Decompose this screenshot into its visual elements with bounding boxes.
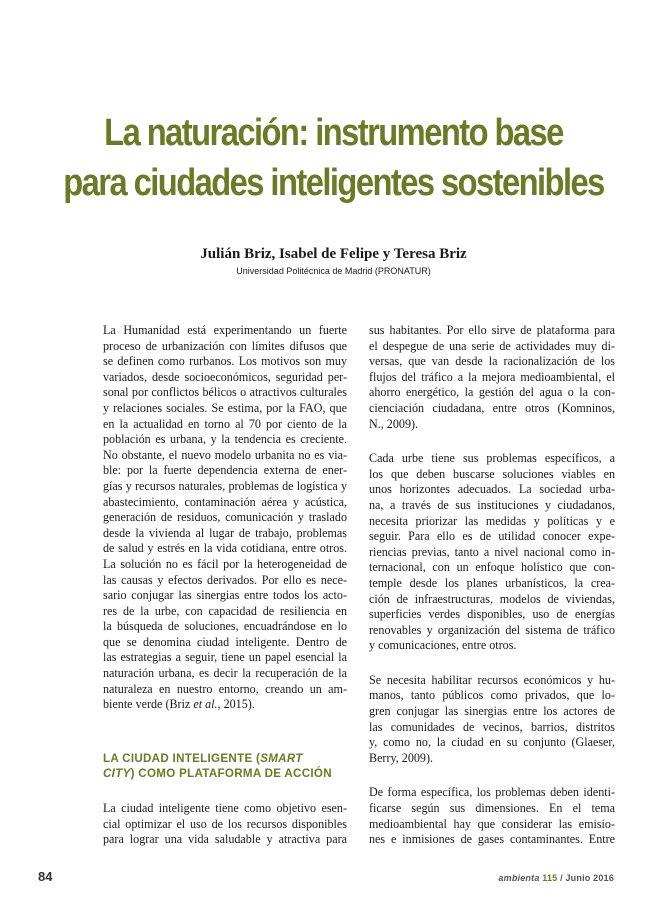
paragraph-line: generación de residuos, comunicación y traslado	[103, 510, 347, 525]
paragraph-line: y relaciones sociales. Se estima, por la FAO, que	[103, 400, 347, 415]
paragraph-line: ternacional, con un enfoque holístico que con-	[369, 560, 615, 575]
paragraph-line: N., 2009).	[369, 416, 419, 431]
paragraph-line: ción de infraestructuras, modelos de viviendas,	[369, 591, 615, 606]
paragraph-line: de salud y estrés en la vida cotidiana, entre otros.	[103, 541, 347, 556]
paragraph-line: Berry, 2009).	[369, 750, 434, 765]
section-heading: LA CIUDAD INTELIGENTE (SMART CITY) COMO PLATAFORMA DE ACCIÓN	[103, 751, 332, 781]
title-line-1: La naturación: instrumento base	[104, 112, 563, 154]
affiliation: Universidad Politécnica de Madrid (PRONATUR)	[236, 266, 431, 276]
paragraph-line: versas, que van desde la racionalización de los	[369, 354, 615, 369]
paragraph-line: ble: por la fuerte dependencia externa de ener-	[103, 463, 347, 478]
right-column	[369, 323, 615, 848]
paragraph-line: De forma específica, los problemas deben identi-	[369, 785, 615, 800]
left-column	[103, 323, 347, 848]
paragraph-line: renovables y organización del sistema de tráfico	[369, 622, 615, 637]
article-title	[47, 108, 621, 208]
paragraph-line: las causas y efectos derivados. Por ello es nece-	[103, 572, 347, 587]
paragraph-line: que se denomina ciudad inteligente. Dentro de	[103, 634, 347, 649]
paragraph-line: para lograr una vida saludable y atractiva para	[103, 832, 347, 847]
paragraph-line: ficarse según sus dimensiones. En el tema	[369, 801, 615, 816]
paragraph-line: los que deben buscarse soluciones viables en	[369, 466, 615, 481]
paragraph-line: las estrategias a seguir, tiene un papel esencial la	[103, 650, 347, 665]
paragraph	[103, 323, 347, 697]
paragraph-line: manos, tanto públicos como privados, que lo-	[369, 688, 615, 703]
paragraph-line: flujos del tráfico a la mejora medioambiental, el	[369, 369, 615, 384]
paragraph-line: medioambiental hay que considerar las emisio-	[369, 816, 615, 831]
paragraph	[369, 323, 615, 432]
paragraph-line: abastecimiento, contaminación aérea y acústica,	[103, 494, 347, 509]
title-line-2: para ciudades inteligentes sostenibles	[63, 162, 604, 204]
issue-number: 115	[542, 873, 558, 883]
paragraph-line: naturaleza en nuestro entorno, creando un am-	[103, 681, 347, 696]
paragraph-line: población es urbana, y la tendencia es creciente.	[103, 432, 347, 447]
paragraph-line: riencias previas, tanto a nivel nacional como in-	[369, 544, 615, 559]
paragraph-line: necesita priorizar las medidas y políticas y e	[369, 513, 615, 528]
paragraph-line: cienciación ciudadana, entre otros (Komninos,	[369, 400, 615, 415]
authors: Julián Briz, Isabel de Felipe y Teresa Briz	[200, 246, 467, 262]
paragraph	[103, 801, 347, 848]
issue-date: / Junio 2016	[560, 873, 614, 883]
paragraph-line: gren conjugar las sinergias entre los actores de	[369, 704, 615, 719]
paragraph-line: se definen como rurbanos. Los motivos son muy	[103, 354, 347, 369]
paragraph-line: No obstante, el nuevo modelo urbanita no es via-	[103, 447, 347, 462]
paragraph-line: sus habitantes. Por ello sirve de plataforma para	[369, 323, 615, 337]
paragraph-line: el despegue de una serie de actividades muy di-	[369, 338, 615, 353]
paragraph-line: na, a través de sus instituciones y ciudadanos,	[369, 497, 615, 512]
magazine-footer	[498, 873, 614, 883]
paragraph-line: superficies verdes disponibles, uso de energías	[369, 607, 615, 622]
magazine-name: ambienta	[498, 873, 540, 883]
paragraph-line: y comunicaciones, entre otros.	[369, 638, 517, 653]
paragraph-line: sonal por conflictos bélicos o atractivos culturales	[103, 385, 347, 400]
paragraph-line: las comunidades de vecinos, barrios, distritos	[369, 719, 615, 734]
paragraph-line: Cada urbe tiene sus problemas específicos, a	[369, 451, 615, 466]
paragraph	[369, 673, 615, 767]
paragraph-line: La solución no es fácil por la heterogeneidad de	[103, 556, 347, 571]
paragraph-line: desde la vivienda al lugar de trabajo, problemas	[103, 525, 347, 540]
paragraph	[369, 451, 615, 654]
paragraph-line: naturación urbana, es decir la recuperación de la	[103, 666, 347, 681]
paragraph-line: biente verde (Briz et al., 2015).	[103, 697, 255, 712]
paragraph-line: sario conjugar las sinergias entre todos los acto-	[103, 588, 347, 603]
paragraph-line: la búsqueda de soluciones, encuadrándose en lo	[103, 619, 347, 634]
paragraph-line: ahorro energético, la gestión del agua o la con-	[369, 385, 615, 400]
paragraph-line: temple desde los planes urbanísticos, la crea-	[369, 575, 615, 590]
paragraph-line: nes e inmisiones de gases contaminantes. Entre	[369, 832, 615, 847]
paragraph-line: La ciudad inteligente tiene como objetivo esen-	[103, 801, 347, 816]
paragraph	[369, 785, 615, 847]
page-number: 84	[38, 869, 53, 884]
paragraph-line: unos horizontes adecuados. La sociedad urba-	[369, 482, 615, 497]
paragraph-line: y, como no, la ciudad en su conjunto (Glaeser,	[369, 735, 615, 750]
paragraph-line: proceso de urbanización con límites difusos que	[103, 338, 347, 353]
paragraph-line: cial optimizar el uso de los recursos disponibles	[103, 816, 347, 831]
paragraph-line: variados, desde socioeconómicos, seguridad per-	[103, 369, 347, 384]
paragraph-line: res de la urbe, con capacidad de resiliencia en	[103, 603, 347, 618]
paragraph-line: en la actualidad en torno al 70 por ciento de la	[103, 416, 347, 431]
paragraph-line: La Humanidad está experimentando un fuerte	[103, 323, 347, 337]
paragraph-line: gías y recursos naturales, problemas de logística y	[103, 478, 347, 493]
paragraph-line: Se necesita habilitar recursos económicos y hu-	[369, 672, 615, 687]
paragraph-line: seguir. Para ello es de utilidad conocer expe-	[369, 529, 615, 544]
citation-em: et al.	[193, 697, 218, 712]
